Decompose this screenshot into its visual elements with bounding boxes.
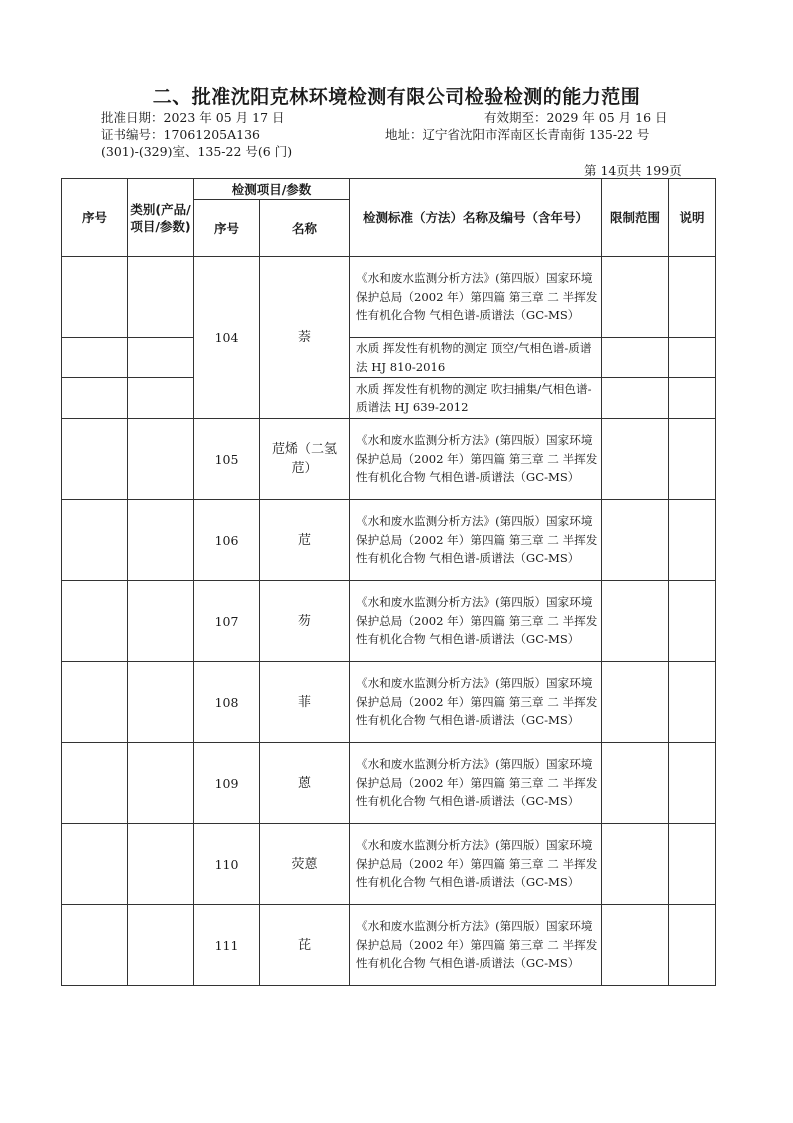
cell-category — [128, 419, 194, 500]
table-row — [62, 905, 716, 986]
page-info: 第 14页共 199页 — [584, 163, 682, 178]
header-category: 类别(产品/项目/参数) — [128, 179, 194, 257]
cell-seq — [62, 378, 128, 419]
cell-category — [128, 743, 194, 824]
capability-table — [61, 178, 716, 986]
item-name: 萘 — [260, 257, 350, 419]
table-row — [62, 743, 716, 824]
item-name: 芴 — [260, 581, 350, 662]
table-row — [62, 824, 716, 905]
item-name: 芘 — [260, 905, 350, 986]
table-row — [62, 581, 716, 662]
header-limit: 限制范围 — [602, 179, 669, 257]
standard-cell: 《水和废水监测分析方法》(第四版）国家环境保护总局（2002 年）第四篇 第三章 二 半挥发性有机化合物 气相色谱-质谱法（GC-MS） — [350, 662, 602, 743]
cell-note — [669, 743, 716, 824]
item-seq: 104 — [194, 257, 260, 419]
header-item-seq: 序号 — [194, 200, 260, 257]
address: 地址：辽宁省沈阳市浑南区长青南街 135-22 号 — [385, 127, 650, 142]
cell-seq — [62, 905, 128, 986]
item-seq: 108 — [194, 662, 260, 743]
item-name: 苊烯（二氢苊） — [260, 419, 350, 500]
table-row — [62, 662, 716, 743]
table-row — [62, 500, 716, 581]
cell-seq — [62, 257, 128, 338]
item-name: 蒽 — [260, 743, 350, 824]
table-row — [62, 378, 716, 419]
standard-cell: 水质 挥发性有机物的测定 顶空/气相色谱-质谱法 HJ 810-2016 — [350, 338, 602, 378]
item-seq: 107 — [194, 581, 260, 662]
cell-category — [128, 257, 194, 338]
valid-until: 有效期至：2029 年 05 月 16 日 — [484, 110, 668, 125]
header-standard: 检测标准（方法）名称及编号（含年号） — [350, 179, 602, 257]
header-note: 说明 — [669, 179, 716, 257]
cell-limit — [602, 419, 669, 500]
cell-limit — [602, 905, 669, 986]
cell-seq — [62, 581, 128, 662]
header-item-group: 检测项目/参数 — [194, 179, 350, 200]
cell-category — [128, 905, 194, 986]
standard-cell: 《水和废水监测分析方法》(第四版）国家环境保护总局（2002 年）第四篇 第三章 二 半挥发性有机化合物 气相色谱-质谱法（GC-MS） — [350, 905, 602, 986]
cell-category — [128, 581, 194, 662]
cell-seq — [62, 743, 128, 824]
standard-cell: 《水和废水监测分析方法》(第四版）国家环境保护总局（2002 年）第四篇 第三章 二 半挥发性有机化合物 气相色谱-质谱法（GC-MS） — [350, 500, 602, 581]
item-seq: 109 — [194, 743, 260, 824]
cell-category — [128, 662, 194, 743]
item-seq: 111 — [194, 905, 260, 986]
approve-date: 批准日期：2023 年 05 月 17 日 — [101, 110, 285, 125]
cell-seq — [62, 338, 128, 378]
cell-limit — [602, 581, 669, 662]
item-name: 苊 — [260, 500, 350, 581]
cell-limit — [602, 500, 669, 581]
standard-cell: 《水和废水监测分析方法》(第四版）国家环境保护总局（2002 年）第四篇 第三章 二 半挥发性有机化合物 气相色谱-质谱法（GC-MS） — [350, 824, 602, 905]
standard-cell: 《水和废水监测分析方法》(第四版）国家环境保护总局（2002 年）第四篇 第三章 二 半挥发性有机化合物 气相色谱-质谱法（GC-MS） — [350, 743, 602, 824]
cell-limit — [602, 378, 669, 419]
cell-limit — [602, 662, 669, 743]
cell-seq — [62, 824, 128, 905]
table-row — [62, 338, 716, 378]
item-name: 菲 — [260, 662, 350, 743]
item-seq: 110 — [194, 824, 260, 905]
cell-note — [669, 257, 716, 338]
item-name: 荧蒽 — [260, 824, 350, 905]
cell-note — [669, 905, 716, 986]
standard-cell: 《水和废水监测分析方法》(第四版）国家环境保护总局（2002 年）第四篇 第三章 二 半挥发性有机化合物 气相色谱-质谱法（GC-MS） — [350, 257, 602, 338]
cell-limit — [602, 743, 669, 824]
cell-note — [669, 378, 716, 419]
cell-note — [669, 419, 716, 500]
cell-note — [669, 581, 716, 662]
cell-limit — [602, 338, 669, 378]
header-seq: 序号 — [62, 179, 128, 257]
cell-seq — [62, 662, 128, 743]
item-seq: 106 — [194, 500, 260, 581]
cell-category — [128, 338, 194, 378]
standard-cell: 水质 挥发性有机物的测定 吹扫捕集/气相色谱-质谱法 HJ 639-2012 — [350, 378, 602, 419]
standard-cell: 《水和废水监测分析方法》(第四版）国家环境保护总局（2002 年）第四篇 第三章 二 半挥发性有机化合物 气相色谱-质谱法（GC-MS） — [350, 419, 602, 500]
cell-note — [669, 500, 716, 581]
cell-limit — [602, 257, 669, 338]
header-item-name: 名称 — [260, 200, 350, 257]
table-row — [62, 419, 716, 500]
page-title: 二、批准沈阳克林环境检测有限公司检验检测的能力范围 — [152, 86, 641, 108]
cell-category — [128, 824, 194, 905]
item-seq: 105 — [194, 419, 260, 500]
address-continued: (301)-(329)室、135-22 号(6 门) — [101, 144, 293, 159]
cell-category — [128, 378, 194, 419]
cell-note — [669, 338, 716, 378]
table-row — [62, 257, 716, 338]
cell-seq — [62, 500, 128, 581]
cell-note — [669, 662, 716, 743]
standard-cell: 《水和废水监测分析方法》(第四版）国家环境保护总局（2002 年）第四篇 第三章 二 半挥发性有机化合物 气相色谱-质谱法（GC-MS） — [350, 581, 602, 662]
cell-seq — [62, 419, 128, 500]
certificate-number: 证书编号：17061205A136 — [101, 127, 261, 142]
cell-note — [669, 824, 716, 905]
cell-limit — [602, 824, 669, 905]
cell-category — [128, 500, 194, 581]
